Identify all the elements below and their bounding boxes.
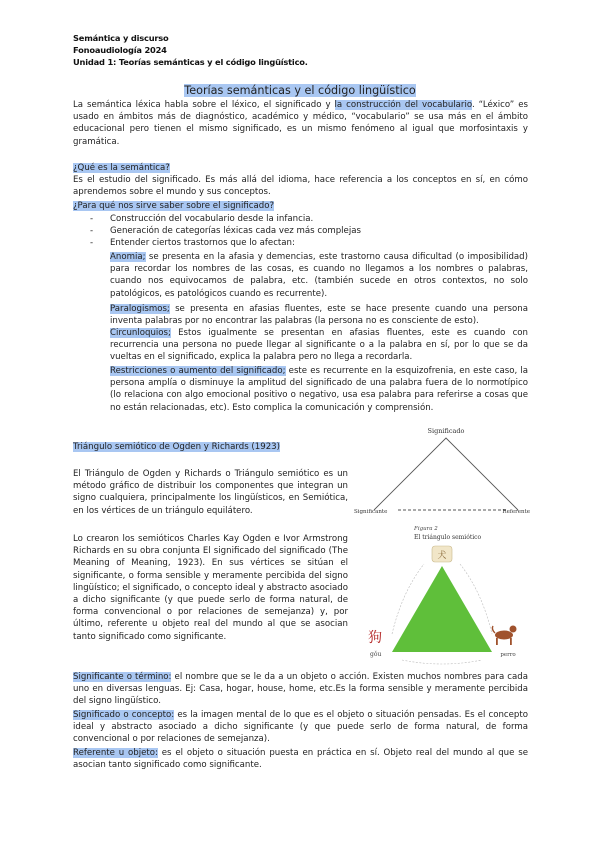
list-item: - Generación de categorías léxicas cada vez más complejas xyxy=(90,225,528,237)
triangle-paragraph-2: Lo crearon los semióticos Charles Kay Ogden e Ivor Armstrong Richards en su obra conjunta El significado del significado (The Meaning of Meaning, 1923). En sus vértices se sitúan el significante, o forma sensible y meramente percibida del signo lingüístico; el significado, o concepto ideal y abstracto asociado a dicho significante (y que puede serlo de forma natural, de forma convencional o por relaciones de semejanza) y, por último, referente u objeto real del mundo al que se asocian tanto significado como significante. xyxy=(73,534,348,642)
disorder-text: este es recurrente en la esquizofrenia, en este caso, la persona amplía o disminuye la amplitud del significado de una palabra fuera de lo normotípico (lo relaciona con algo emocional positivo o negativo, usa esa palabra para referirse a cosas que no están relacionadas, etc). Esto complica la comunicación y comprensión. xyxy=(110,366,528,413)
definition-referente xyxy=(73,747,528,771)
intro-highlight: la construcción del vocabulario xyxy=(334,100,472,110)
program-year: Fonoaudiología 2024 xyxy=(73,45,167,55)
page-title-text: Teorías semánticas y el código lingüístico xyxy=(184,84,416,97)
label-significante: Significante xyxy=(354,509,388,515)
question-heading-1 xyxy=(73,162,170,174)
definition-term: Significante o término: xyxy=(73,672,172,682)
right-label: perro xyxy=(500,652,516,658)
label-referente: Referente xyxy=(502,509,530,515)
left-glyph: 狗 xyxy=(368,630,382,646)
disorder-term: Paralogismos; xyxy=(110,304,170,314)
disorder-restricciones xyxy=(110,365,528,414)
disorder-text: se presenta en la afasia y demencias, este trastorno causa dificultad (o imposibilidad) para recordar los nombres de las cosas, es cuando no llegamos a los nombres o palabras, cuando nos equivocamos de palabra, etc. (también sucede en otros contextos, no solo patológicos, es patológicos cuando es recurrente). xyxy=(110,252,528,299)
disorder-term: Anomia; xyxy=(110,252,146,262)
definition-term: Referente u objeto: xyxy=(73,748,158,758)
definition-term: Significado o concepto: xyxy=(73,710,175,720)
question-heading-2-text: ¿Para qué nos sirve saber sobre el significado? xyxy=(73,201,275,211)
definition-text: es la imagen mental de lo que es el objeto o situación pensadas. Es el concepto ideal y abstracto asociado a dicho significante (y que puede serlo de forma natural, de forma convencional o por relaciones de semejanza). xyxy=(73,710,528,745)
triangle-paragraph-1: El Triángulo de Ogden y Richards o Triángulo semiótico es un método gráfico de distribuir los componentes que integran un signo cualquiera, principalmente los lingüísticos, en Semiótica, en los vértices de un triángulo equilátero. xyxy=(73,469,348,516)
intro-paragraph xyxy=(73,99,528,148)
figure-caption-number: Figura 2 xyxy=(414,526,438,532)
triangle-sides xyxy=(374,438,518,510)
left-glyph-sub: gǒu xyxy=(370,651,382,658)
unit-title: Unidad 1: Teorías semánticas y el código lingüístico. xyxy=(73,57,308,67)
question-answer-1: Es el estudio del significado. Es más allá del idioma, hace referencia a los conceptos en sí, en cómo aprendemos sobre el mundo y sus conceptos. xyxy=(73,175,528,198)
purpose-list xyxy=(90,213,528,250)
section-heading-triangle xyxy=(73,441,280,453)
figure-semiotic-triangle-illustrated xyxy=(362,522,522,668)
disorder-circunloquios xyxy=(110,327,528,364)
decorative-arc-bottom xyxy=(402,660,482,664)
disorder-paralogismos xyxy=(110,303,528,327)
disorder-text: Estos igualmente se presentan en afasias fluentes, este es cuando con recurrencia una persona no puede llegar al significante o a la palabra en sí, por lo que se da vueltas en el significado, explica la palabra pero no llega a recordarla. xyxy=(110,328,528,363)
question-heading-2 xyxy=(73,200,274,212)
top-glyph: 犬 xyxy=(437,551,447,561)
section-heading-triangle-text: Triángulo semiótico de Ogden y Richards (1923) xyxy=(73,442,281,452)
list-item: - Entender ciertos trastornos que lo afectan: xyxy=(90,237,528,249)
intro-post: . “Léxico” es usado en ámbitos más de diagnóstico, académico y médico, “vocabulario” se usa más en el ámbito educacional pero tienen el mismo significado, es un mismo fenómeno al igual que morfosintaxis y gramática. xyxy=(73,100,528,147)
disorder-anomia xyxy=(110,251,528,300)
disorder-text: se presenta en afasias fluentes, este se hace presente cuando una persona inventa palabras por no encontrar las palabras (la persona no es consciente de esto). xyxy=(110,304,528,327)
figure-caption-title: El triángulo semiótico xyxy=(414,534,482,541)
definition-significante xyxy=(73,671,528,708)
intro-pre: La semántica léxica habla sobre el léxico, el significado y xyxy=(73,100,335,110)
dog-icon xyxy=(492,626,516,646)
definition-text: es el objeto o situación puesta en práctica en sí. Objeto real del mundo al que se asocian tanto significado como significante. xyxy=(73,748,528,771)
definition-text: el nombre que se le da a un objeto o acción. Existen muchos nombres para cada uno en diversas lenguas. Ej: Casa, hogar, house, home, etc.Es la forma sensible y meramente percibida del signo lingüístico. xyxy=(73,672,528,707)
figure-semiotic-triangle-lines xyxy=(352,424,532,520)
disorder-term: Restricciones o aumento del significado; xyxy=(110,366,286,376)
list-item: - Construcción del vocabulario desde la infancia. xyxy=(90,213,528,225)
green-triangle xyxy=(392,566,492,652)
definition-significado xyxy=(73,709,528,746)
course-title: Semántica y discurso xyxy=(73,33,169,43)
disorder-term: Circunloquios; xyxy=(110,328,171,338)
label-significado: Significado xyxy=(427,427,465,435)
page-title xyxy=(0,84,600,98)
question-heading-1-text: ¿Qué es la semántica? xyxy=(73,163,170,173)
